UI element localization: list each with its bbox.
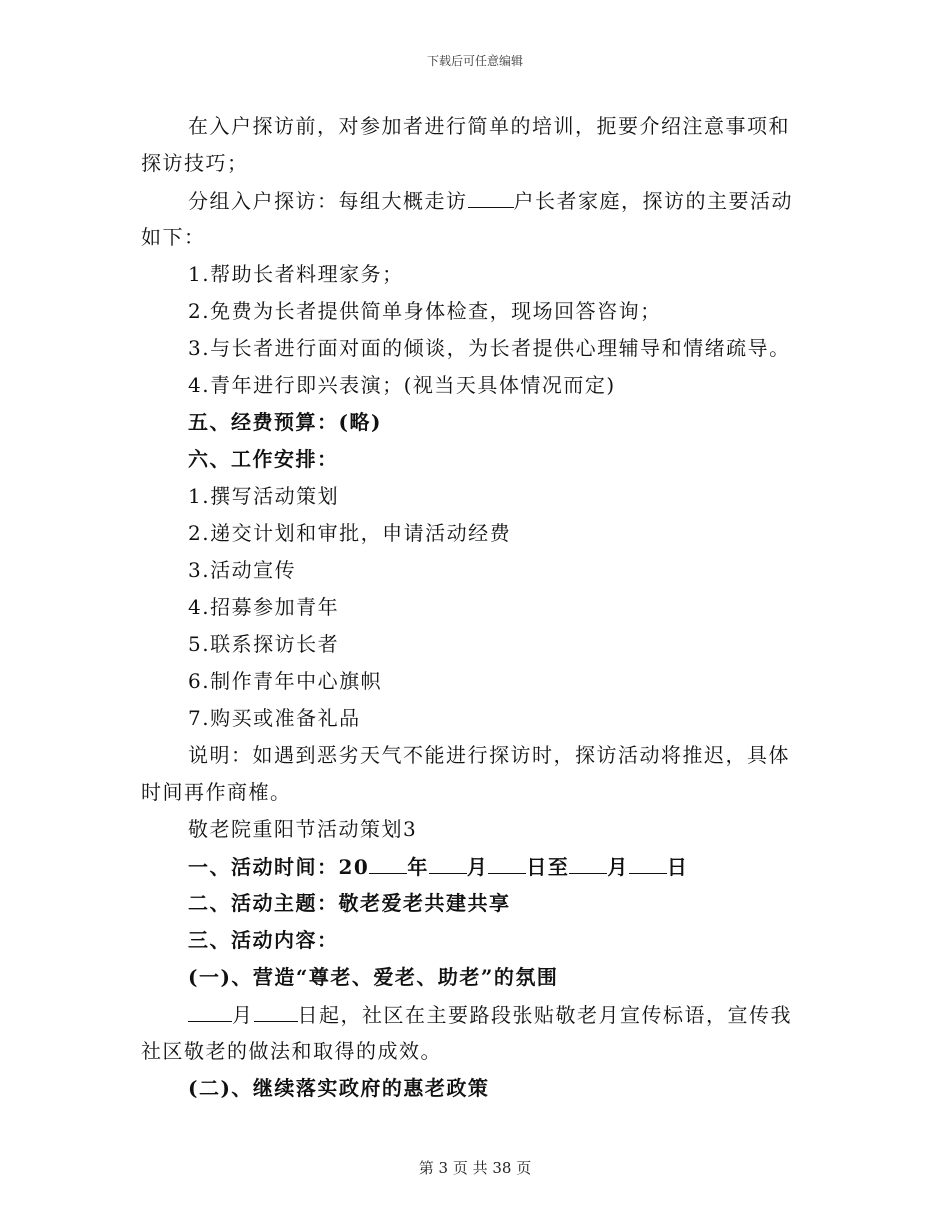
blank-underline <box>188 1002 232 1022</box>
slogan-rest: 日起，社区在主要路段张贴敬老月宣传标语，宣传我 <box>297 1003 792 1027</box>
blank-underline <box>569 854 607 874</box>
work-item-6: 6.制作青年中心旗帜 <box>188 669 383 693</box>
paragraph-visit-line1 <box>188 188 793 213</box>
time-day-to: 日至 <box>526 855 570 879</box>
note-line1: 说明：如遇到恶劣天气不能进行探访时，探访活动将推迟，具体 <box>188 743 790 767</box>
blank-underline <box>468 188 514 208</box>
time-month: 月 <box>466 855 489 879</box>
time-year: 年 <box>407 855 429 879</box>
subheading-policy: (二)、继续落实政府的惠老政策 <box>188 1076 490 1100</box>
heading-content: 三、活动内容： <box>188 928 339 952</box>
blank-underline <box>369 854 407 874</box>
note-line2: 时间再作商榷。 <box>141 780 292 804</box>
page-header: 下载后可任意编辑 <box>426 54 523 68</box>
heading-theme: 二、活动主题：敬老爱老共建共享 <box>188 891 511 915</box>
page-footer: 第 3 页 共 38 页 <box>418 1159 532 1177</box>
time-label: 一、活动时间：20 <box>188 855 370 879</box>
heading-budget: 五、经费预算：(略) <box>188 410 382 434</box>
work-item-4: 4.招募参加青年 <box>188 595 340 619</box>
time-month2: 月 <box>607 855 629 879</box>
heading-work: 六、工作安排： <box>188 447 339 471</box>
list-item-2: 2.免费为长者提供简单身体检查，现场回答咨询； <box>188 299 662 323</box>
paragraph-visit-line2: 如下： <box>141 225 206 249</box>
subheading-atmosphere: (一)、营造“尊老、爱老、助老”的氛围 <box>188 965 559 989</box>
work-item-7: 7.购买或准备礼品 <box>188 706 361 730</box>
work-item-1: 1.撰写活动策划 <box>188 484 340 508</box>
list-item-3: 3.与长者进行面对面的倾谈，为长者提供心理辅导和情绪疏导。 <box>188 336 791 360</box>
blank-underline <box>629 854 667 874</box>
paragraph-slogan-line2: 社区敬老的做法和取得的成效。 <box>141 1039 442 1063</box>
paragraph-training-line2: 探访技巧； <box>141 151 249 175</box>
work-item-3: 3.活动宣传 <box>188 558 297 582</box>
work-item-2: 2.递交计划和审批，申请活动经费 <box>188 521 512 545</box>
list-item-4: 4.青年进行即兴表演；(视当天具体情况而定) <box>188 373 616 397</box>
visit-text-pre: 分组入户探访：每组大概走访 <box>188 189 468 213</box>
blank-underline <box>488 854 526 874</box>
work-item-5: 5.联系探访长者 <box>188 632 340 656</box>
slogan-month: 月 <box>232 1003 254 1027</box>
heading-time <box>188 854 688 879</box>
paragraph-slogan-line1 <box>188 1002 792 1027</box>
blank-underline <box>429 854 467 874</box>
blank-underline <box>254 1002 298 1022</box>
time-day2: 日 <box>666 855 689 879</box>
visit-text-post: 户长者家庭，探访的主要活动 <box>513 189 793 213</box>
section-title: 敬老院重阳节活动策划3 <box>188 817 418 841</box>
list-item-1: 1.帮助长者料理家务； <box>188 262 404 286</box>
paragraph-training-line1: 在入户探访前，对参加者进行简单的培训，扼要介绍注意事项和 <box>188 114 790 138</box>
